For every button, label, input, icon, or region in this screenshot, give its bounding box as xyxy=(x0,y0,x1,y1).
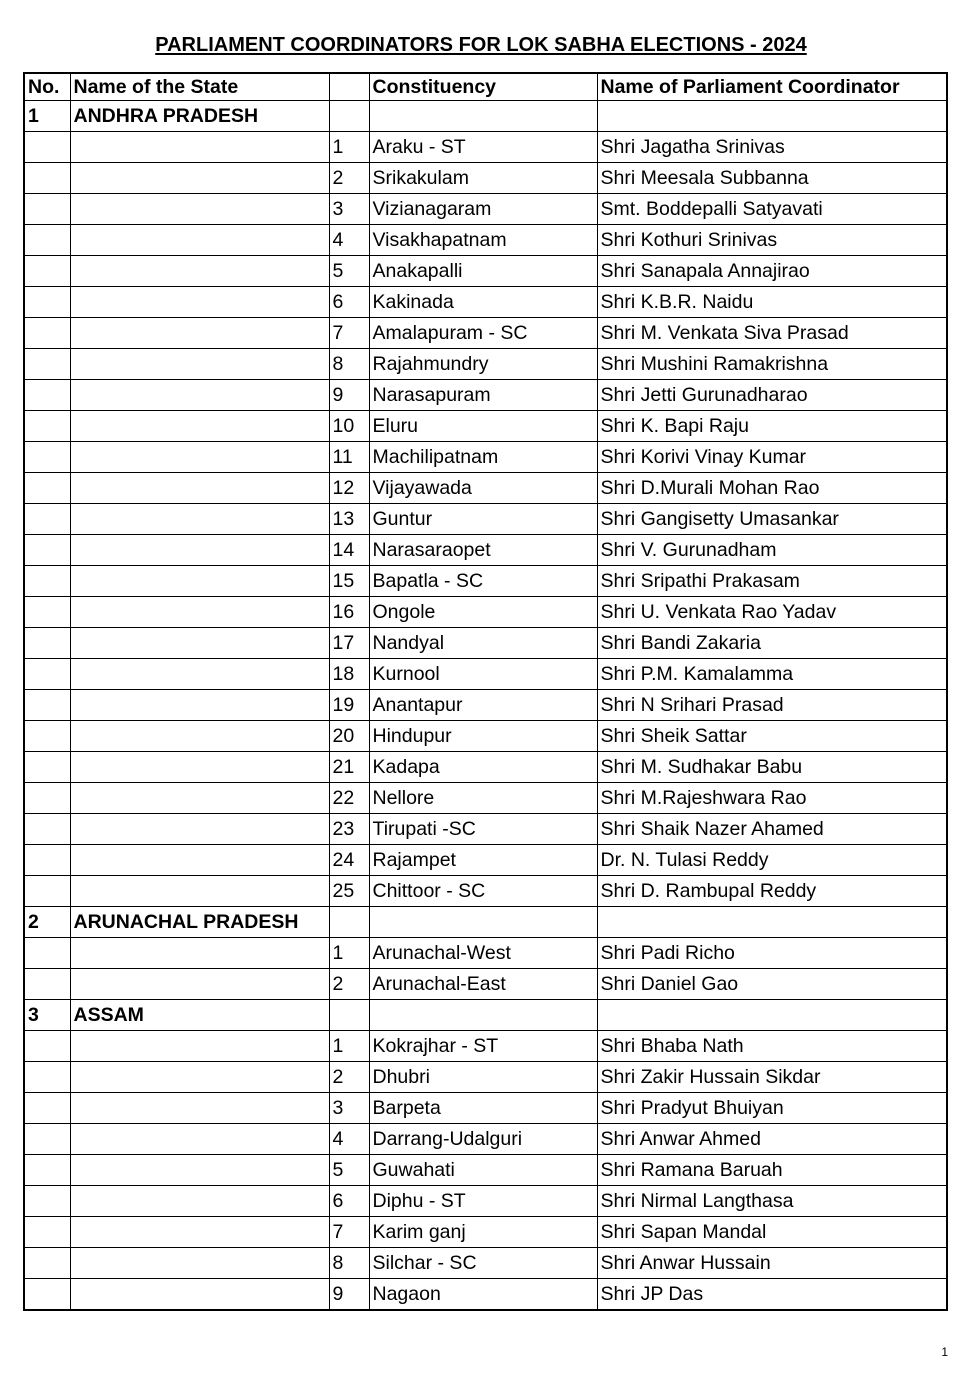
header-constituency: Constituency xyxy=(369,73,597,101)
serial-cell: 22 xyxy=(329,783,369,814)
table-row xyxy=(24,442,947,473)
table-header-row xyxy=(24,73,947,101)
serial-cell: 6 xyxy=(329,1186,369,1217)
table-row xyxy=(24,1186,947,1217)
coordinator-cell: Shri Daniel Gao xyxy=(597,969,947,1000)
empty-state-cell xyxy=(70,411,329,442)
table-row xyxy=(24,690,947,721)
empty-no-cell xyxy=(24,225,70,256)
state-empty-coordinator xyxy=(597,1000,947,1031)
state-empty-serial xyxy=(329,101,369,132)
empty-state-cell xyxy=(70,256,329,287)
state-number: 3 xyxy=(24,1000,70,1031)
state-number: 1 xyxy=(24,101,70,132)
coordinator-cell: Shri M.Rajeshwara Rao xyxy=(597,783,947,814)
constituency-cell: Guntur xyxy=(369,504,597,535)
table-row xyxy=(24,504,947,535)
coordinator-cell: Shri Anwar Ahmed xyxy=(597,1124,947,1155)
empty-state-cell xyxy=(70,1155,329,1186)
empty-no-cell xyxy=(24,411,70,442)
serial-cell: 18 xyxy=(329,659,369,690)
header-no: No. xyxy=(24,73,70,101)
empty-no-cell xyxy=(24,163,70,194)
empty-state-cell xyxy=(70,969,329,1000)
table-row xyxy=(24,318,947,349)
empty-no-cell xyxy=(24,132,70,163)
empty-state-cell xyxy=(70,1186,329,1217)
empty-state-cell xyxy=(70,535,329,566)
serial-cell: 2 xyxy=(329,163,369,194)
empty-state-cell xyxy=(70,1093,329,1124)
empty-state-cell xyxy=(70,163,329,194)
constituency-cell: Chittoor - SC xyxy=(369,876,597,907)
serial-cell: 17 xyxy=(329,628,369,659)
constituency-cell: Visakhapatnam xyxy=(369,225,597,256)
empty-state-cell xyxy=(70,225,329,256)
constituency-cell: Nellore xyxy=(369,783,597,814)
empty-state-cell xyxy=(70,566,329,597)
constituency-cell: Anantapur xyxy=(369,690,597,721)
table-row xyxy=(24,814,947,845)
constituency-cell: Barpeta xyxy=(369,1093,597,1124)
empty-no-cell xyxy=(24,1031,70,1062)
empty-no-cell xyxy=(24,1279,70,1311)
constituency-cell: Guwahati xyxy=(369,1155,597,1186)
empty-state-cell xyxy=(70,132,329,163)
empty-no-cell xyxy=(24,1062,70,1093)
table-row xyxy=(24,566,947,597)
coordinator-cell: Shri M. Venkata Siva Prasad xyxy=(597,318,947,349)
serial-cell: 5 xyxy=(329,1155,369,1186)
coordinator-cell: Shri Pradyut Bhuiyan xyxy=(597,1093,947,1124)
state-row xyxy=(24,907,947,938)
coordinator-cell: Shri Padi Richo xyxy=(597,938,947,969)
table-row xyxy=(24,349,947,380)
coordinator-cell: Smt. Boddepalli Satyavati xyxy=(597,194,947,225)
serial-cell: 5 xyxy=(329,256,369,287)
table-body xyxy=(24,101,947,1311)
state-empty-serial xyxy=(329,907,369,938)
empty-state-cell xyxy=(70,876,329,907)
table-row xyxy=(24,659,947,690)
empty-no-cell xyxy=(24,256,70,287)
coordinator-cell: Shri Ramana Baruah xyxy=(597,1155,947,1186)
empty-state-cell xyxy=(70,659,329,690)
empty-no-cell xyxy=(24,659,70,690)
serial-cell: 9 xyxy=(329,1279,369,1311)
table-row xyxy=(24,225,947,256)
table-row xyxy=(24,783,947,814)
coordinator-cell: Dr. N. Tulasi Reddy xyxy=(597,845,947,876)
serial-cell: 24 xyxy=(329,845,369,876)
coordinator-cell: Shri Kothuri Srinivas xyxy=(597,225,947,256)
empty-no-cell xyxy=(24,1093,70,1124)
serial-cell: 7 xyxy=(329,318,369,349)
table-row xyxy=(24,1062,947,1093)
empty-state-cell xyxy=(70,1124,329,1155)
serial-cell: 4 xyxy=(329,1124,369,1155)
serial-cell: 1 xyxy=(329,1031,369,1062)
serial-cell: 13 xyxy=(329,504,369,535)
empty-no-cell xyxy=(24,442,70,473)
table-row xyxy=(24,597,947,628)
coordinator-cell: Shri Sanapala Annajirao xyxy=(597,256,947,287)
empty-no-cell xyxy=(24,628,70,659)
empty-no-cell xyxy=(24,783,70,814)
serial-cell: 25 xyxy=(329,876,369,907)
state-row xyxy=(24,1000,947,1031)
empty-state-cell xyxy=(70,1031,329,1062)
empty-no-cell xyxy=(24,318,70,349)
serial-cell: 6 xyxy=(329,287,369,318)
constituency-cell: Arunachal-West xyxy=(369,938,597,969)
table-row xyxy=(24,721,947,752)
empty-no-cell xyxy=(24,349,70,380)
serial-cell: 2 xyxy=(329,1062,369,1093)
table-row xyxy=(24,1217,947,1248)
empty-state-cell xyxy=(70,783,329,814)
table-row xyxy=(24,132,947,163)
serial-cell: 10 xyxy=(329,411,369,442)
serial-cell: 7 xyxy=(329,1217,369,1248)
table-row xyxy=(24,287,947,318)
constituency-cell: Ongole xyxy=(369,597,597,628)
empty-state-cell xyxy=(70,690,329,721)
serial-cell: 8 xyxy=(329,349,369,380)
serial-cell: 11 xyxy=(329,442,369,473)
coordinator-cell: Shri K. Bapi Raju xyxy=(597,411,947,442)
state-empty-coordinator xyxy=(597,101,947,132)
empty-state-cell xyxy=(70,194,329,225)
serial-cell: 12 xyxy=(329,473,369,504)
constituency-cell: Karim ganj xyxy=(369,1217,597,1248)
empty-no-cell xyxy=(24,566,70,597)
state-number: 2 xyxy=(24,907,70,938)
empty-no-cell xyxy=(24,194,70,225)
empty-state-cell xyxy=(70,473,329,504)
table-row xyxy=(24,473,947,504)
empty-state-cell xyxy=(70,845,329,876)
constituency-cell: Eluru xyxy=(369,411,597,442)
empty-no-cell xyxy=(24,845,70,876)
coordinators-table xyxy=(23,72,948,1311)
coordinator-cell: Shri V. Gurunadham xyxy=(597,535,947,566)
constituency-cell: Silchar - SC xyxy=(369,1248,597,1279)
coordinator-cell: Shri JP Das xyxy=(597,1279,947,1311)
empty-no-cell xyxy=(24,690,70,721)
coordinator-cell: Shri N Srihari Prasad xyxy=(597,690,947,721)
table-row xyxy=(24,1093,947,1124)
table-row xyxy=(24,535,947,566)
empty-no-cell xyxy=(24,287,70,318)
constituency-cell: Arunachal-East xyxy=(369,969,597,1000)
table-row xyxy=(24,411,947,442)
page-title-text: PARLIAMENT COORDINATORS FOR LOK SABHA ELECTIONS - 2024 xyxy=(155,34,807,56)
empty-no-cell xyxy=(24,535,70,566)
constituency-cell: Kurnool xyxy=(369,659,597,690)
serial-cell: 8 xyxy=(329,1248,369,1279)
serial-cell: 15 xyxy=(329,566,369,597)
table-row xyxy=(24,1124,947,1155)
constituency-cell: Araku - ST xyxy=(369,132,597,163)
constituency-cell: Kokrajhar - ST xyxy=(369,1031,597,1062)
empty-state-cell xyxy=(70,721,329,752)
empty-state-cell xyxy=(70,938,329,969)
empty-state-cell xyxy=(70,628,329,659)
coordinator-cell: Shri Sapan Mandal xyxy=(597,1217,947,1248)
serial-cell: 3 xyxy=(329,194,369,225)
serial-cell: 9 xyxy=(329,380,369,411)
constituency-cell: Amalapuram - SC xyxy=(369,318,597,349)
empty-no-cell xyxy=(24,380,70,411)
coordinator-cell: Shri Mushini Ramakrishna xyxy=(597,349,947,380)
empty-no-cell xyxy=(24,752,70,783)
constituency-cell: Hindupur xyxy=(369,721,597,752)
empty-no-cell xyxy=(24,1186,70,1217)
table-row xyxy=(24,845,947,876)
coordinator-cell: Shri Gangisetty Umasankar xyxy=(597,504,947,535)
empty-no-cell xyxy=(24,969,70,1000)
empty-state-cell xyxy=(70,349,329,380)
coordinator-cell: Shri Jagatha Srinivas xyxy=(597,132,947,163)
serial-cell: 23 xyxy=(329,814,369,845)
empty-state-cell xyxy=(70,1248,329,1279)
serial-cell: 3 xyxy=(329,1093,369,1124)
table-row xyxy=(24,1279,947,1311)
table-row xyxy=(24,969,947,1000)
coordinator-cell: Shri Sripathi Prakasam xyxy=(597,566,947,597)
empty-no-cell xyxy=(24,938,70,969)
serial-cell: 21 xyxy=(329,752,369,783)
empty-no-cell xyxy=(24,1217,70,1248)
coordinator-cell: Shri D.Murali Mohan Rao xyxy=(597,473,947,504)
state-row xyxy=(24,101,947,132)
serial-cell: 1 xyxy=(329,938,369,969)
state-empty-constituency xyxy=(369,101,597,132)
header-coordinator: Name of Parliament Coordinator xyxy=(597,73,947,101)
constituency-cell: Dhubri xyxy=(369,1062,597,1093)
header-serial xyxy=(329,73,369,101)
serial-cell: 20 xyxy=(329,721,369,752)
table-row xyxy=(24,938,947,969)
serial-cell: 2 xyxy=(329,969,369,1000)
constituency-cell: Narasaraopet xyxy=(369,535,597,566)
state-name: ASSAM xyxy=(70,1000,329,1031)
empty-no-cell xyxy=(24,504,70,535)
empty-state-cell xyxy=(70,287,329,318)
coordinator-cell: Shri Meesala Subbanna xyxy=(597,163,947,194)
state-name: ARUNACHAL PRADESH xyxy=(70,907,329,938)
constituency-cell: Nagaon xyxy=(369,1279,597,1311)
constituency-cell: Diphu - ST xyxy=(369,1186,597,1217)
serial-cell: 14 xyxy=(329,535,369,566)
empty-state-cell xyxy=(70,1217,329,1248)
coordinator-cell: Shri M. Sudhakar Babu xyxy=(597,752,947,783)
coordinator-cell: Shri Jetti Gurunadharao xyxy=(597,380,947,411)
empty-state-cell xyxy=(70,1062,329,1093)
coordinator-cell: Shri Anwar Hussain xyxy=(597,1248,947,1279)
coordinator-cell: Shri D. Rambupal Reddy xyxy=(597,876,947,907)
table-row xyxy=(24,628,947,659)
constituency-cell: Nandyal xyxy=(369,628,597,659)
table-row xyxy=(24,163,947,194)
coordinator-cell: Shri P.M. Kamalamma xyxy=(597,659,947,690)
coordinator-cell: Shri Shaik Nazer Ahamed xyxy=(597,814,947,845)
table-row xyxy=(24,256,947,287)
state-name: ANDHRA PRADESH xyxy=(70,101,329,132)
state-empty-constituency xyxy=(369,1000,597,1031)
constituency-cell: Kakinada xyxy=(369,287,597,318)
constituency-cell: Kadapa xyxy=(369,752,597,783)
state-empty-constituency xyxy=(369,907,597,938)
empty-state-cell xyxy=(70,442,329,473)
table-row xyxy=(24,1031,947,1062)
coordinator-cell: Shri Sheik Sattar xyxy=(597,721,947,752)
state-empty-coordinator xyxy=(597,907,947,938)
empty-no-cell xyxy=(24,814,70,845)
empty-no-cell xyxy=(24,721,70,752)
constituency-cell: Vijayawada xyxy=(369,473,597,504)
constituency-cell: Rajampet xyxy=(369,845,597,876)
table-row xyxy=(24,876,947,907)
constituency-cell: Vizianagaram xyxy=(369,194,597,225)
empty-no-cell xyxy=(24,1155,70,1186)
constituency-cell: Anakapalli xyxy=(369,256,597,287)
page-number: 1 xyxy=(941,1345,948,1359)
state-empty-serial xyxy=(329,1000,369,1031)
table-row xyxy=(24,1155,947,1186)
coordinator-cell: Shri U. Venkata Rao Yadav xyxy=(597,597,947,628)
constituency-cell: Narasapuram xyxy=(369,380,597,411)
empty-state-cell xyxy=(70,752,329,783)
empty-state-cell xyxy=(70,597,329,628)
constituency-cell: Bapatla - SC xyxy=(369,566,597,597)
empty-no-cell xyxy=(24,473,70,504)
empty-state-cell xyxy=(70,1279,329,1311)
coordinator-cell: Shri Zakir Hussain Sikdar xyxy=(597,1062,947,1093)
empty-no-cell xyxy=(24,1248,70,1279)
header-state: Name of the State xyxy=(70,73,329,101)
empty-state-cell xyxy=(70,814,329,845)
coordinator-cell: Shri Nirmal Langthasa xyxy=(597,1186,947,1217)
serial-cell: 4 xyxy=(329,225,369,256)
table-row xyxy=(24,752,947,783)
constituency-cell: Rajahmundry xyxy=(369,349,597,380)
constituency-cell: Srikakulam xyxy=(369,163,597,194)
coordinator-cell: Shri Bandi Zakaria xyxy=(597,628,947,659)
constituency-cell: Machilipatnam xyxy=(369,442,597,473)
empty-no-cell xyxy=(24,597,70,628)
constituency-cell: Darrang-Udalguri xyxy=(369,1124,597,1155)
empty-no-cell xyxy=(24,1124,70,1155)
empty-state-cell xyxy=(70,380,329,411)
serial-cell: 19 xyxy=(329,690,369,721)
coordinator-cell: Shri Korivi Vinay Kumar xyxy=(597,442,947,473)
serial-cell: 1 xyxy=(329,132,369,163)
table-row xyxy=(24,194,947,225)
table-row xyxy=(24,380,947,411)
coordinator-cell: Shri K.B.R. Naidu xyxy=(597,287,947,318)
constituency-cell: Tirupati -SC xyxy=(369,814,597,845)
serial-cell: 16 xyxy=(329,597,369,628)
empty-no-cell xyxy=(24,876,70,907)
empty-state-cell xyxy=(70,318,329,349)
coordinator-cell: Shri Bhaba Nath xyxy=(597,1031,947,1062)
empty-state-cell xyxy=(70,504,329,535)
page-title xyxy=(0,33,962,57)
table-row xyxy=(24,1248,947,1279)
